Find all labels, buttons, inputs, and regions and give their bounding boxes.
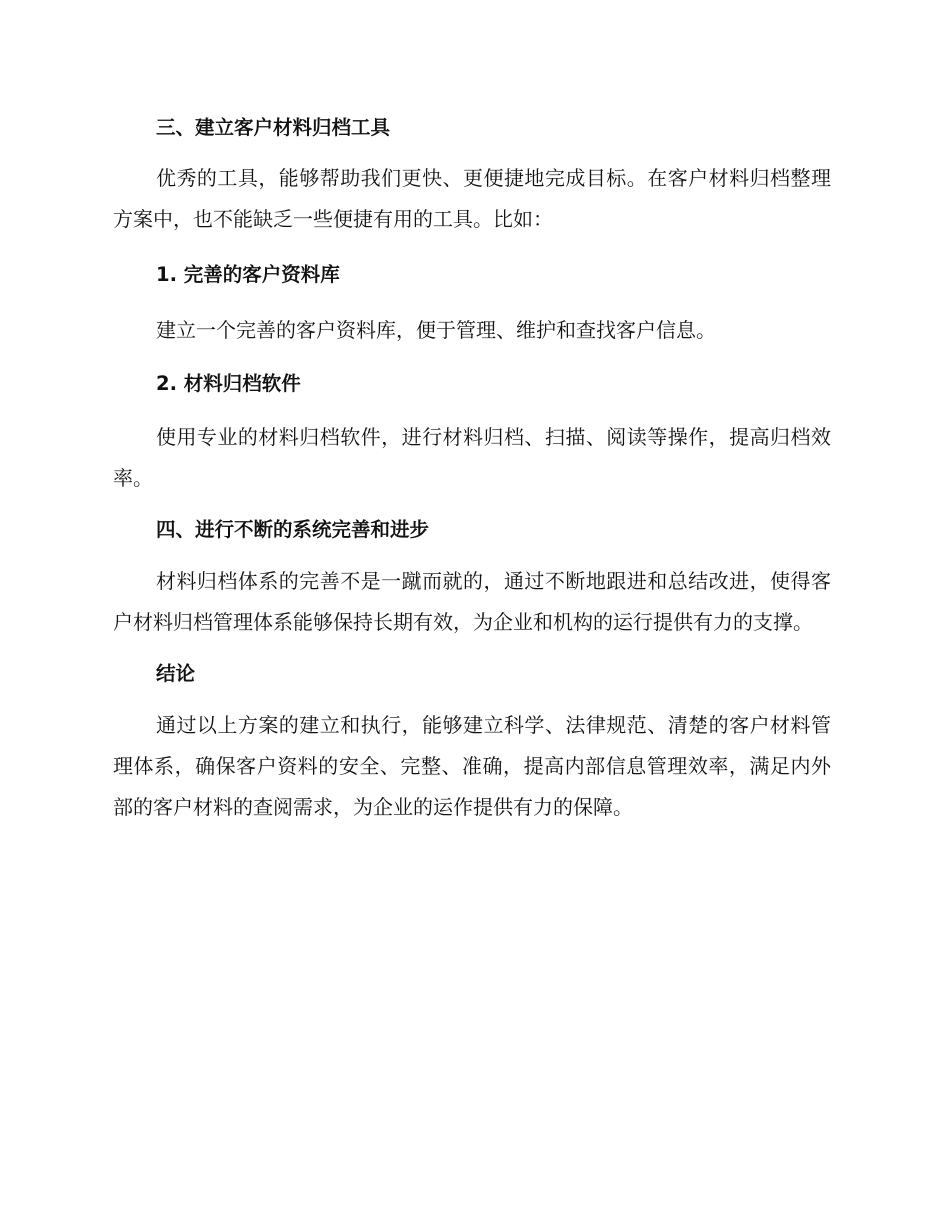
subsection-paragraph-archive-software: 使用专业的材料归档软件，进行材料归档、扫描、阅读等操作，提高归档效率。 <box>113 425 831 490</box>
section-heading-improvement: 四、进行不断的系统完善和进步 <box>156 518 430 541</box>
section-paragraph-improvement: 材料归档体系的完善不是一蹴而就的，通过不断地跟进和总结改进，使得客户材料归档管理体系能够保持长期有效，为企业和机构的运行提供有力的支撑。 <box>113 569 831 634</box>
section-paragraph-conclusion: 通过以上方案的建立和执行，能够建立科学、法律规范、清楚的客户材料管理体系，确保客户资料的安全、完整、准确，提高内部信息管理效率，满足内外部的客户材料的查阅需求，为企业的运作提供有力的保障。 <box>113 713 831 819</box>
subsection-paragraph-client-database: 建立一个完善的客户资料库，便于管理、维护和查找客户信息。 <box>156 318 716 342</box>
document-page <box>113 110 831 828</box>
section-heading-conclusion: 结论 <box>156 662 196 685</box>
section-heading-tools: 三、建立客户材料归档工具 <box>156 116 391 139</box>
subsection-heading-client-database: 1. 完善的客户资料库 <box>156 263 340 286</box>
subsection-heading-archive-software: 2. 材料归档软件 <box>156 372 301 395</box>
section-paragraph-tools: 优秀的工具，能够帮助我们更快、更便捷地完成目标。在客户材料归档整理方案中，也不能缺乏一些便捷有用的工具。比如： <box>113 166 831 231</box>
